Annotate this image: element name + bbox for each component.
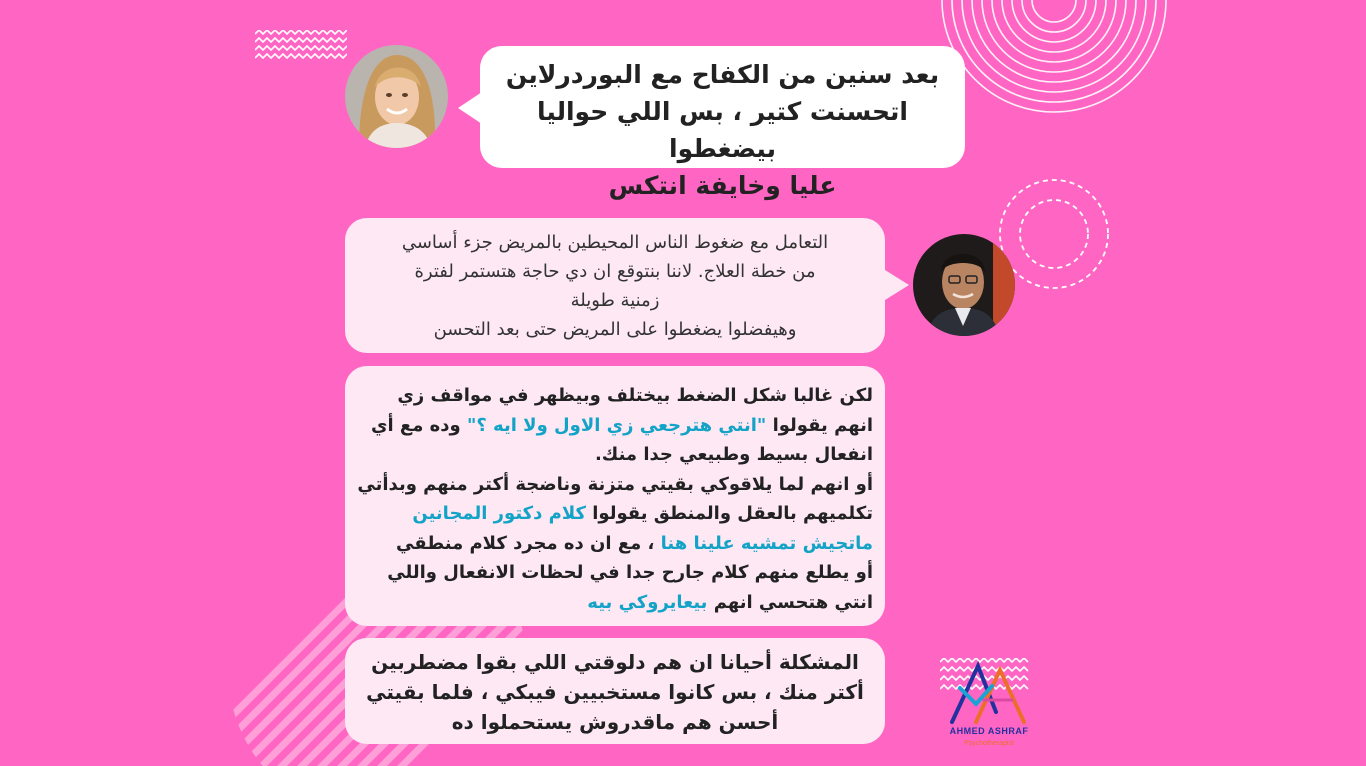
doctor-avatar-icon <box>913 234 1015 336</box>
message-line: وهيفضلوا يضغطوا على المريض حتى بعد التحسن <box>433 319 797 340</box>
zigzag-decoration-top <box>255 30 347 60</box>
message-line: التعامل مع ضغوط الناس المحيطين بالمريض جزء أساسي <box>401 232 829 253</box>
message-line: اتحسنت كتير ، بس اللي حواليا بيضغطوا <box>536 97 909 163</box>
message-line: أكتر منك ، بس كانوا مستخبيين فيبكي ، فلما بقيتي <box>366 680 864 704</box>
message-text: وده مع أي انفعال بسيط وطبيعي جدا منك. <box>370 414 873 465</box>
patient-message-bubble <box>480 46 965 200</box>
message-line: عليا وخايفة انتكس <box>608 171 837 200</box>
highlighted-quote: "انتي هترجعي زي الاول ولا ايه ؟" <box>466 414 767 436</box>
message-line: أحسن هم ماقدروش يستحملوا ده <box>451 710 779 734</box>
message-text: لكن غالبا شكل الضغط بيختلف وبيظهر في مواقف زي انهم يقولوا <box>397 385 873 436</box>
concentric-circles-decoration <box>938 0 1170 118</box>
message-text: ، مع ان ده مجرد كلام منطقي <box>396 532 655 554</box>
logo-icon <box>946 660 1030 728</box>
highlighted-quote: بيعايروكي بيه <box>587 591 708 613</box>
logo-subtitle: Psychotherapist <box>964 740 1014 747</box>
message-text: أو يطلع منهم كلام جارح جدا في لحظات الانفعال واللي انتي هتحسي انهم <box>387 562 873 613</box>
message-line: المشكلة أحيانا ان هم دلوقتي اللي بقوا مضطربين <box>371 650 859 674</box>
doctor-conclusion-bubble <box>345 638 885 744</box>
doctor-explanation-bubble <box>345 366 885 626</box>
highlighted-quote: كلام دكتور المجانين ماتجيش تمشيه علينا هنا <box>412 503 873 554</box>
patient-avatar-icon <box>345 45 448 148</box>
doctor-reply-bubble <box>345 218 885 353</box>
message-line: بعد سنين من الكفاح مع البوردرلاين <box>505 60 940 89</box>
message-line: من خطة العلاج. لاننا بنتوقع ان دي حاجة هتستمر لفترة <box>414 261 816 282</box>
message-line: زمنية طويلة <box>570 290 660 311</box>
logo-name: AHMED ASHRAF <box>949 726 1029 736</box>
message-text: أو انهم لما يلاقوكي بقيتي متزنة وناضجة أكتر منهم وبدأتي تكلميهم بالعقل والمنطق يقولوا <box>357 473 873 524</box>
